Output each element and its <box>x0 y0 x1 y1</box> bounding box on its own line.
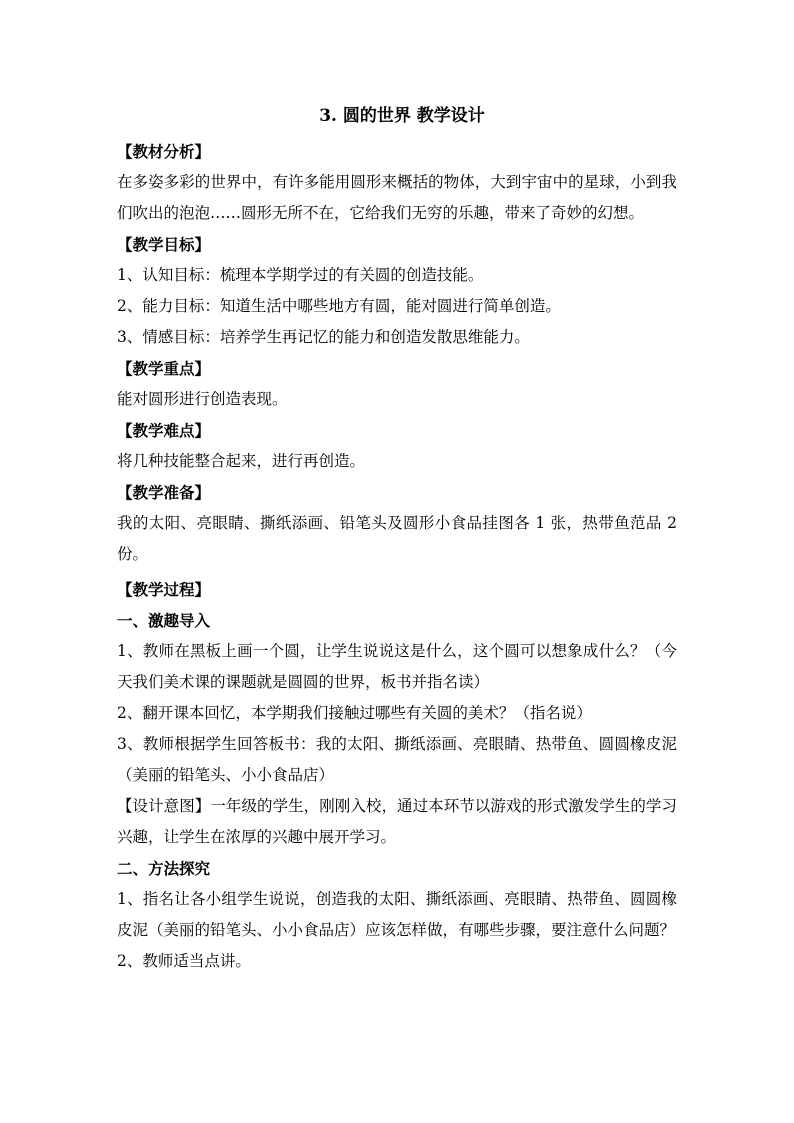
section-heading-key-points: 【教学重点】 <box>117 359 211 378</box>
design-intent-text: 【设计意图】一年级的学生，刚刚入校，通过本环节以游戏的形式激发学生的学习兴趣，让学生在浓厚的兴趣中展开学习。 <box>117 797 677 846</box>
process-part2-heading: 二、方法探究 <box>117 859 211 878</box>
key-points-text: 能对圆形进行创造表现。 <box>117 390 288 408</box>
process-part1-heading: 一、激趣导入 <box>117 611 211 630</box>
process-part2-item: 2、教师适当点讲。 <box>117 952 251 970</box>
section-heading-preparation: 【教学准备】 <box>117 483 211 502</box>
process-part1-item: 2、翻开课本回忆，本学期我们接触过哪些有关圆的美术？（指名说） <box>117 704 592 722</box>
goal-item: 2、能力目标：知道生活中哪些地方有圆，能对圆进行简单创造。 <box>117 297 561 315</box>
document-title: 3. 圆的世界 教学设计 <box>319 106 485 126</box>
section-heading-process: 【教学过程】 <box>117 580 211 599</box>
preparation-text: 我的太阳、亮眼睛、撕纸添画、铅笔头及圆形小食品挂图各 1 张，热带鱼范品 2 份。 <box>117 514 677 563</box>
section-heading-difficulties: 【教学难点】 <box>117 421 211 440</box>
section-heading-analysis: 【教材分析】 <box>117 142 211 161</box>
analysis-text: 在多姿多彩的世界中，有许多能用圆形来概括的物体，大到宇宙中的星球，小到我们吹出的泡泡……圆形无所不在，它给我们无穷的乐趣，带来了奇妙的幻想。 <box>117 173 677 222</box>
process-part1-item: 3、教师根据学生回答板书：我的太阳、撕纸添画、亮眼睛、热带鱼、圆圆橡皮泥（美丽的铅笔头、小小食品店） <box>117 735 677 784</box>
process-part1-item: 1、教师在黑板上画一个圆，让学生说说这是什么，这个圆可以想象成什么？（今天我们美术课的课题就是圆圆的世界，板书并指名读） <box>117 642 677 691</box>
difficulties-text: 将几种技能整合起来，进行再创造。 <box>117 452 366 470</box>
document-page <box>117 104 677 977</box>
goal-item: 3、情感目标：培养学生再记忆的能力和创造发散思维能力。 <box>117 328 530 346</box>
process-part2-item: 1、指名让各小组学生说说，创造我的太阳、撕纸添画、亮眼睛、热带鱼、圆圆橡皮泥（美丽的铅笔头、小小食品店）应该怎样做，有哪些步骤，要注意什么问题？ <box>117 890 677 939</box>
goal-item: 1、认知目标：梳理本学期学过的有关圆的创造技能。 <box>117 266 484 284</box>
section-heading-goals: 【教学目标】 <box>117 235 211 254</box>
